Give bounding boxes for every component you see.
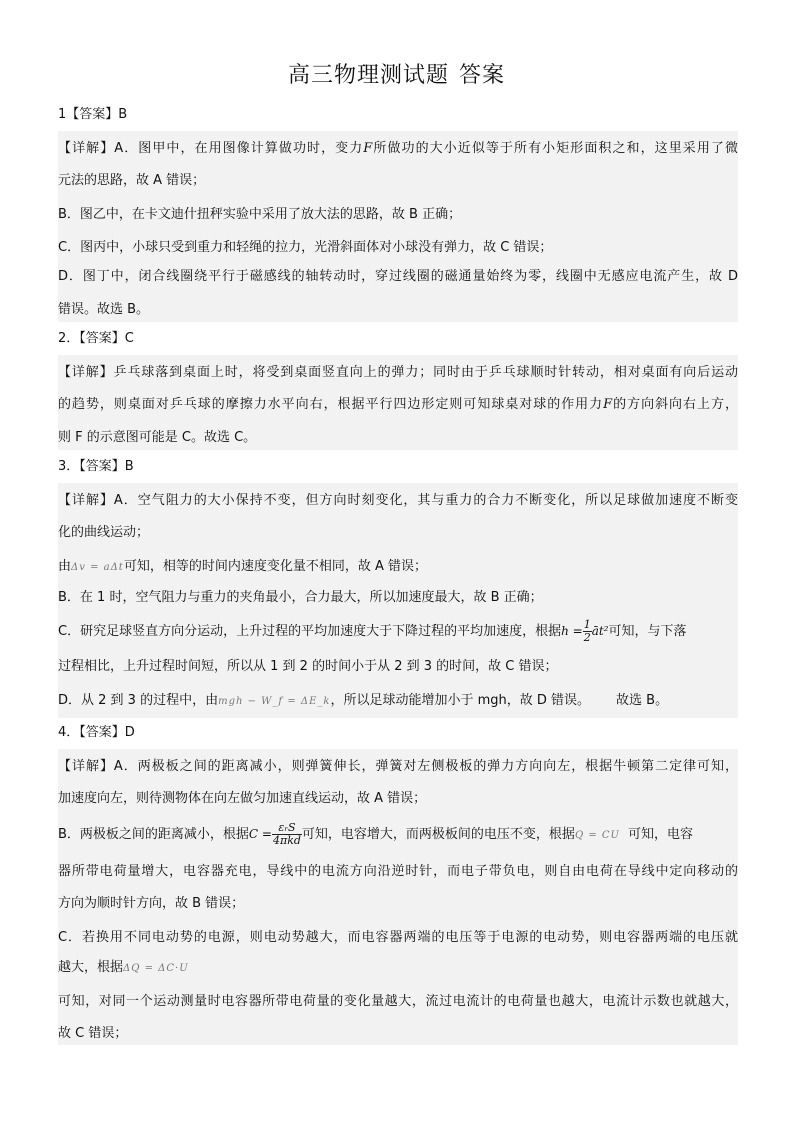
- q3-explanation-block: [58, 483, 738, 718]
- var-f: F: [603, 397, 613, 412]
- q3-line-2: 化的曲线运动；: [58, 525, 150, 540]
- fraction-capacitance: $\frac{\text{εᵣS}}{\text{4πkd}}$: [272, 821, 301, 847]
- q1-line-1: 【详解】A．图甲中，在用图像计算做功时，变力F所做功的大小近似等于所有小矩形面积之和，这里采用了微: [58, 141, 738, 156]
- fraction-half: $\frac{1}{2}$: [583, 618, 591, 644]
- q3-line-7: D．从 2 到 3 的过程中，由mgh − W_f = ΔE_k，所以足球动能增加小于 mgh，故 D 错误。 故选 B。: [58, 693, 669, 708]
- formula-h: h =: [561, 624, 583, 638]
- q1-explanation-block: [58, 131, 738, 322]
- var-f: F: [363, 141, 373, 156]
- formula-energy: mgh − W_f = ΔE_k: [218, 696, 331, 707]
- q2-answer-heading: 2．【答案】C: [58, 331, 134, 346]
- formula-delta-q: ΔQ = ΔC·U: [123, 963, 189, 974]
- q3-line-1: 【详解】A．空气阻力的大小保持不变，但方向时刻变化，其与重力的合力不断变化，所以足球做加速度不断变: [58, 493, 738, 508]
- q3-line-3: 由Δv = aΔt可知，相等的时间内速度变化量不相同，故 A 错误；: [58, 559, 427, 574]
- q4-explanation-block: [58, 749, 738, 1045]
- q4-line-6: C．若换用不同电动势的电源，则电动势越大，而电容器两端的电压等于电源的电动势，则电容器两端的电压就: [58, 930, 738, 945]
- q4-answer-heading: 4．【答案】D: [58, 725, 135, 740]
- q2-line-1: 【详解】乒乓球落到桌面上时，将受到桌面竖直向上的弹力；同时由于乒乓球顺时针转动，相对桌面有向后运动: [58, 365, 738, 380]
- q3-line-4: B．在 1 时，空气阻力与重力的夹角最小，合力最大，所以加速度最大，故 B 正确；: [58, 590, 543, 605]
- q2-line-3: 则 F 的示意图可能是 C。故选 C。: [58, 430, 257, 445]
- q3-line-5: C．研究足球竖直方向分运动，上升过程的平均加速度大于下降过程的平均加速度，根据h = $\frac{1}{2}$ āt²可知，与下落: [58, 618, 687, 644]
- q4-line-1: 【详解】A．两极板之间的距离减小，则弹簧伸长，弹簧对左侧极板的弹力方向向左，根据牛顿第二定律可知，: [58, 759, 738, 774]
- q1-line-6: 错误。故选 B。: [58, 302, 150, 317]
- q4-line-4: 器所带电荷量增大，电容器充电，导线中的电流方向沿逆时针，而电子带负电，则自由电荷在导线中定向移动的: [58, 864, 738, 879]
- title-main: 高三物理测试题: [287, 63, 449, 88]
- q4-line-2: 加速度向左，则待测物体在向左做匀加速直线运动，故 A 错误；: [58, 791, 427, 806]
- q1-answer-heading: 1【答案】B: [58, 107, 128, 122]
- q2-explanation-block: [58, 355, 738, 450]
- q3-line-6: 过程相比，上升过程时间短，所以从 1 到 2 的时间小于从 2 到 3 的时间，故 C 错误；: [58, 659, 558, 674]
- formula-delta-v: Δv = aΔt: [71, 562, 124, 573]
- formula-q-cu: Q = CU: [574, 830, 620, 841]
- q3-answer-heading: 3．【答案】B: [58, 459, 134, 474]
- title-sub: 答案: [459, 63, 506, 88]
- q1-line-5: D．图丁中，闭合线圈绕平行于磁感线的轴转动时，穿过线圈的磁通量始终为零，线圈中无感应电流产生，故 D: [58, 269, 738, 284]
- q4-line-5: 方向为顺时针方向，故 B 错误；: [58, 896, 245, 911]
- q4-line-9: 故 C 错误；: [58, 1026, 128, 1041]
- q4-line-3: B．两极板之间的距离减小，根据C = $\frac{\text{εᵣS}}{\text{4πkd}}$ 可知，电容增大，而两极板间的电压不变，根据Q = CU 可知，电容: [58, 821, 693, 847]
- q4-line-8: 可知，对同一个运动测量时电容器所带电荷量的变化量越大，流过电流计的电荷量也越大，电流计示数也就越大，: [58, 994, 738, 1009]
- formula-c: C =: [248, 827, 272, 841]
- q2-line-2: 的趋势，则桌面对乒乓球的摩擦力水平向右，根据平行四边形定则可知球桌对球的作用力F的方向斜向右上方，: [58, 397, 738, 412]
- q1-line-2: 元法的思路，故 A 错误；: [58, 173, 206, 188]
- page-title: [0, 58, 793, 89]
- q4-line-7: 越大，根据ΔQ = ΔC·U: [58, 960, 189, 975]
- q1-line-3: B．图乙中，在卡文迪什扭秤实验中采用了放大法的思路，故 B 正确；: [58, 207, 462, 222]
- q1-line-4: C．图丙中，小球只受到重力和轻绳的拉力，光滑斜面体对小球没有弹力，故 C 错误；: [58, 240, 553, 255]
